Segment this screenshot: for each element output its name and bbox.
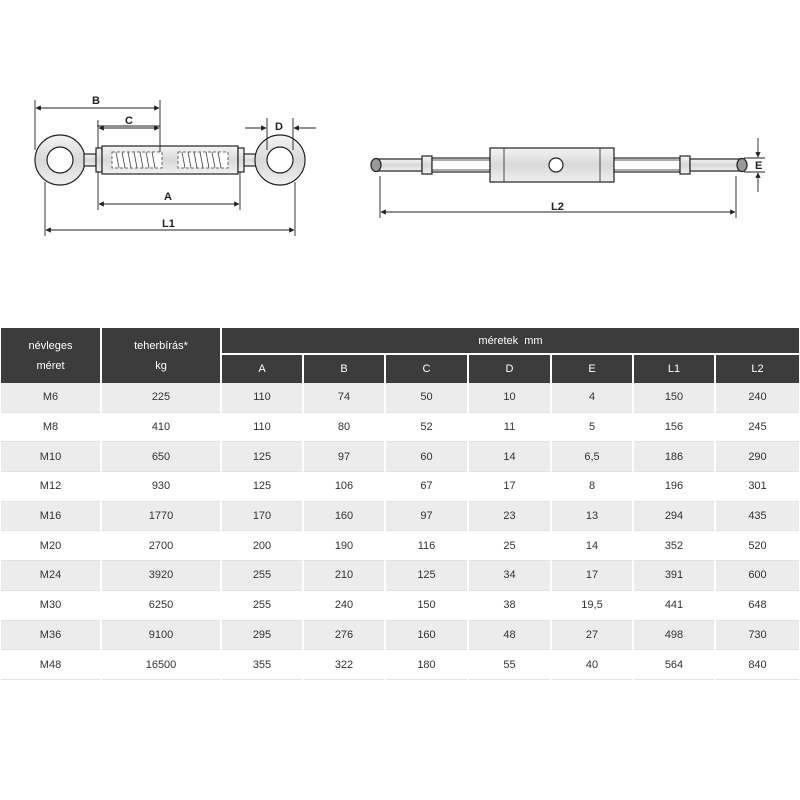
table-cell-dimension: 14 — [551, 531, 633, 561]
table-cell-load: 6250 — [101, 590, 221, 620]
table-cell-size: M6 — [1, 383, 101, 412]
header-dimensions-group: méretek mm — [221, 328, 799, 354]
table-cell-dimension: 255 — [221, 561, 303, 591]
table-cell-dimension: 355 — [221, 650, 303, 680]
table-cell-dimension: 301 — [715, 472, 799, 502]
left-eye-shank — [84, 154, 96, 166]
table-cell-dimension: 52 — [385, 412, 468, 442]
table-cell-size: M24 — [1, 561, 101, 591]
table-cell-dimension: 97 — [303, 442, 385, 472]
table-cell-dimension: 180 — [385, 650, 468, 680]
table-cell-dimension: 240 — [303, 590, 385, 620]
table-cell-dimension: 67 — [385, 472, 468, 502]
left-nut — [96, 148, 102, 172]
table-cell-dimension: 13 — [551, 501, 633, 531]
header-col-a: A — [221, 354, 303, 383]
table-cell-dimension: 196 — [633, 472, 715, 502]
table-cell-dimension: 498 — [633, 620, 715, 650]
table-row — [1, 620, 799, 650]
right-thread — [178, 152, 228, 168]
table-cell-dimension: 8 — [551, 472, 633, 502]
table-cell-dimension: 125 — [221, 442, 303, 472]
table-cell-dimension: 441 — [633, 590, 715, 620]
header-col-l1: L1 — [633, 354, 715, 383]
table-cell-dimension: 48 — [468, 620, 551, 650]
table-cell-dimension: 295 — [221, 620, 303, 650]
table-cell-dimension: 60 — [385, 442, 468, 472]
body-hole — [549, 158, 563, 172]
table-cell-dimension: 200 — [221, 531, 303, 561]
table-cell-dimension: 97 — [385, 501, 468, 531]
table-row — [1, 561, 799, 591]
table-cell-dimension: 290 — [715, 442, 799, 472]
table-cell-dimension: 106 — [303, 472, 385, 502]
table-cell-dimension: 40 — [551, 650, 633, 680]
table-cell-size: M20 — [1, 531, 101, 561]
table-cell-dimension: 17 — [468, 472, 551, 502]
table-body — [1, 383, 799, 679]
table-cell-size: M48 — [1, 650, 101, 680]
dim-label-e: E — [755, 160, 763, 172]
table-cell-dimension: 322 — [303, 650, 385, 680]
left-stub-end — [371, 159, 381, 172]
header-load-capacity — [101, 328, 221, 383]
table-row — [1, 412, 799, 442]
left-eye-inner — [47, 147, 73, 173]
table-cell-dimension: 80 — [303, 412, 385, 442]
table-row — [1, 472, 799, 502]
table-cell-dimension: 160 — [303, 501, 385, 531]
dim-label-l2: L2 — [551, 201, 564, 213]
table-row — [1, 501, 799, 531]
right-stub-rod — [690, 159, 742, 171]
table-cell-dimension: 600 — [715, 561, 799, 591]
header-load-capacity-line2: kg — [155, 359, 167, 372]
table-cell-size: M30 — [1, 590, 101, 620]
table-cell-dimension: 19,5 — [551, 590, 633, 620]
header-col-e: E — [551, 354, 633, 383]
right-stub-collar — [680, 156, 690, 174]
table-cell-dimension: 17 — [551, 561, 633, 591]
table-cell-dimension: 116 — [385, 531, 468, 561]
header-col-d: D — [468, 354, 551, 383]
table-cell-dimension: 840 — [715, 650, 799, 680]
table-row — [1, 442, 799, 472]
header-nominal-size-line2: méret — [36, 359, 65, 372]
table-cell-dimension: 255 — [221, 590, 303, 620]
table-cell-dimension: 55 — [468, 650, 551, 680]
left-stub-collar — [422, 156, 432, 174]
table-cell-dimension: 352 — [633, 531, 715, 561]
table-cell-load: 9100 — [101, 620, 221, 650]
table-cell-load: 1770 — [101, 501, 221, 531]
table-cell-size: M36 — [1, 620, 101, 650]
table-cell-dimension: 34 — [468, 561, 551, 591]
table-cell-dimension: 4 — [551, 383, 633, 412]
table-cell-dimension: 38 — [468, 590, 551, 620]
table-cell-load: 650 — [101, 442, 221, 472]
table-cell-dimension: 125 — [385, 561, 468, 591]
table-row — [1, 650, 799, 680]
table-cell-dimension: 648 — [715, 590, 799, 620]
dim-label-l1: L1 — [162, 218, 175, 230]
table-cell-dimension: 170 — [221, 501, 303, 531]
table-cell-dimension: 156 — [633, 412, 715, 442]
dim-label-b: B — [92, 95, 100, 107]
table-cell-size: M10 — [1, 442, 101, 472]
header-load-capacity-line1: teherbírás* — [134, 339, 188, 352]
table-cell-load: 16500 — [101, 650, 221, 680]
table-row — [1, 383, 799, 412]
eye-eye-turnbuckle-view — [35, 135, 305, 185]
stub-stub-turnbuckle-view — [371, 148, 747, 182]
right-eye-inner — [267, 147, 293, 173]
table-cell-dimension: 74 — [303, 383, 385, 412]
turnbuckle-technical-drawing — [0, 0, 800, 300]
table-cell-dimension: 25 — [468, 531, 551, 561]
table-cell-load: 930 — [101, 472, 221, 502]
right-stub-end — [737, 159, 747, 172]
table-cell-size: M12 — [1, 472, 101, 502]
table-cell-dimension: 27 — [551, 620, 633, 650]
table-cell-dimension: 391 — [633, 561, 715, 591]
table-cell-dimension: 5 — [551, 412, 633, 442]
table-cell-size: M8 — [1, 412, 101, 442]
table-cell-dimension: 125 — [221, 472, 303, 502]
table-cell-dimension: 160 — [385, 620, 468, 650]
table-cell-load: 225 — [101, 383, 221, 412]
table-cell-dimension: 210 — [303, 561, 385, 591]
table-cell-dimension: 6,5 — [551, 442, 633, 472]
header-nominal-size-line1: névleges — [28, 339, 73, 352]
table-row — [1, 531, 799, 561]
table-row — [1, 590, 799, 620]
table-cell-dimension: 10 — [468, 383, 551, 412]
table-cell-dimension: 110 — [221, 383, 303, 412]
table-cell-dimension: 190 — [303, 531, 385, 561]
table-cell-dimension: 245 — [715, 412, 799, 442]
header-col-b: B — [303, 354, 385, 383]
table-cell-dimension: 186 — [633, 442, 715, 472]
table-cell-dimension: 294 — [633, 501, 715, 531]
table-cell-dimension: 150 — [385, 590, 468, 620]
table-cell-dimension: 23 — [468, 501, 551, 531]
left-stub-rod — [376, 159, 422, 171]
table-cell-dimension: 110 — [221, 412, 303, 442]
dim-label-a: A — [164, 191, 172, 203]
table-cell-dimension: 564 — [633, 650, 715, 680]
table-cell-dimension: 150 — [633, 383, 715, 412]
table-cell-dimension: 276 — [303, 620, 385, 650]
table-cell-load: 410 — [101, 412, 221, 442]
table-cell-dimension: 240 — [715, 383, 799, 412]
dim-label-d: D — [275, 121, 283, 133]
dim-label-c: C — [125, 115, 133, 127]
header-col-l2: L2 — [715, 354, 799, 383]
table-cell-dimension: 50 — [385, 383, 468, 412]
right-nut — [238, 148, 244, 172]
table-cell-load: 2700 — [101, 531, 221, 561]
table-cell-dimension: 435 — [715, 501, 799, 531]
table-cell-size: M16 — [1, 501, 101, 531]
dimensions-table — [1, 328, 799, 680]
table-cell-dimension: 730 — [715, 620, 799, 650]
left-thread — [112, 152, 162, 168]
header-col-c: C — [385, 354, 468, 383]
table-cell-load: 3920 — [101, 561, 221, 591]
header-nominal-size — [1, 328, 101, 383]
table-cell-dimension: 520 — [715, 531, 799, 561]
table-cell-dimension: 11 — [468, 412, 551, 442]
table-cell-dimension: 14 — [468, 442, 551, 472]
